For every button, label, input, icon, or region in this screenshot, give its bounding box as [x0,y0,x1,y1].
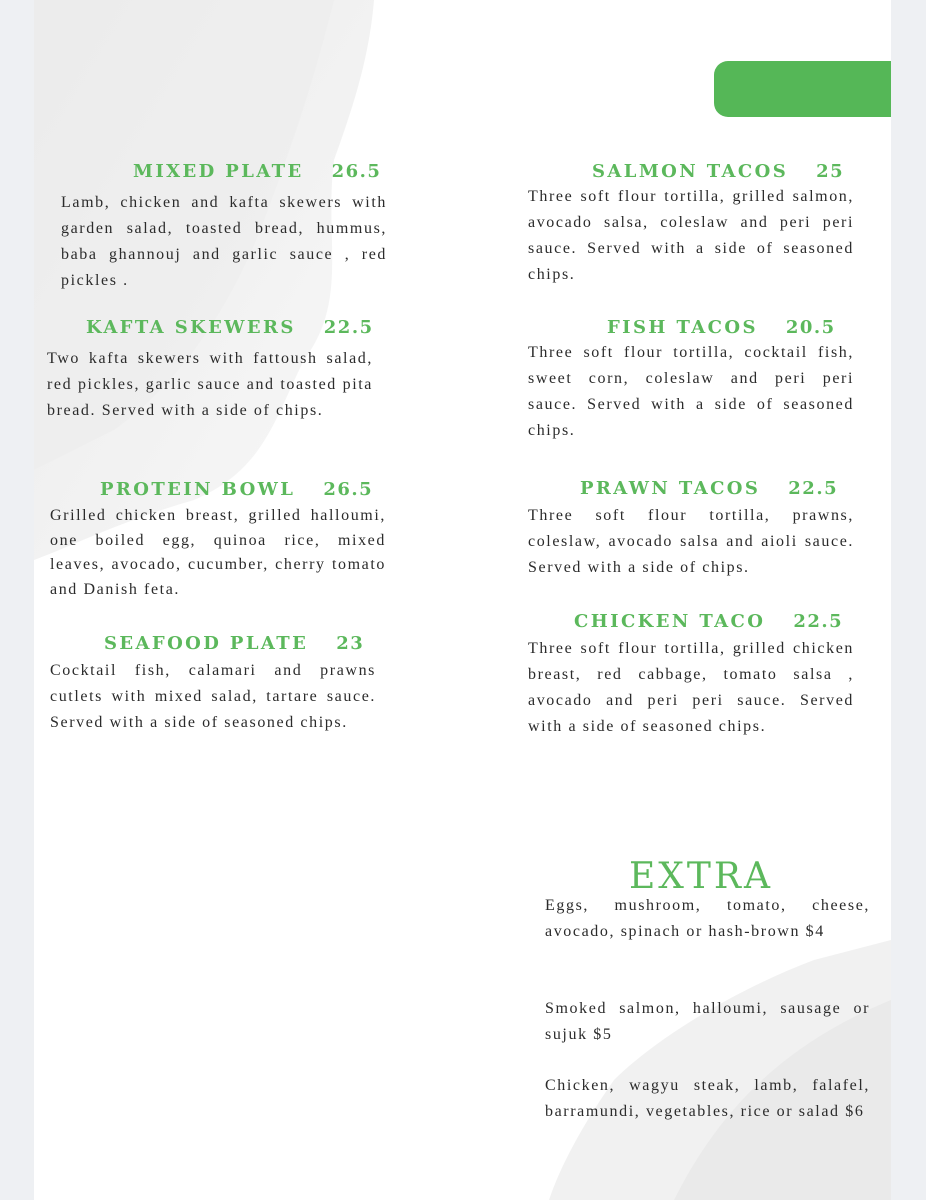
item-description: Three soft flour tortilla, prawns, coleslaw, avocado salsa and aioli sauce. Served with a side of chips. [528,507,854,576]
extra-line-chicken: Chicken, wagyu steak, lamb, falafel, barramundi, vegetables, rice or salad $6 [545,1077,870,1120]
menu-item-protein-bowl [50,478,386,602]
item-name: CHICKEN TACO [574,611,766,632]
item-title [50,478,386,502]
item-price: 22.5 [323,317,374,338]
menu-item-fish-tacos [528,316,854,444]
menu-item-prawn-tacos [528,477,854,581]
item-description: Cocktail fish, calamari and prawns cutlets with mixed salad, tartare sauce. Served with a side of seasoned chips. [50,662,376,731]
item-title [528,160,854,184]
menu-item-kafta-skewers [47,316,373,424]
item-price: 26.5 [331,161,382,182]
item-price: 20.5 [785,317,836,338]
menu-item-mixed-plate [47,160,387,294]
item-description: Three soft flour tortilla, grilled salmon, avocado salsa, coleslaw and peri peri sauce. Served with a side of seasoned chips. [528,188,854,283]
item-description: Grilled chicken breast, grilled halloumi, one boiled egg, quinoa rice, mixed leaves, avocado, cucumber, cherry tomato and Danish feta. [50,507,386,598]
menu-page [34,0,891,1200]
item-title [528,477,854,501]
item-title [50,632,376,656]
item-description: Three soft flour tortilla, grilled chicken breast, red cabbage, tomato salsa , avocado and peri peri sauce. Served with a side of seasoned chips. [528,640,854,735]
item-title [528,316,854,340]
item-name: PROTEIN BOWL [100,479,296,500]
item-price: 22.5 [793,611,844,632]
extra-line-salmon: Smoked salmon, halloumi, sausage or sujuk $5 [545,1000,870,1043]
item-description: Two kafta skewers with fattoush salad, red pickles, garlic sauce and toasted pita bread. Served with a side of chips. [47,350,373,419]
item-price: 23 [336,633,365,654]
item-title [47,316,373,340]
item-name: SEAFOOD PLATE [104,633,309,654]
green-tab [714,61,891,117]
menu-item-chicken-taco [528,610,854,740]
item-name: MIXED PLATE [133,161,304,182]
item-name: KAFTA SKEWERS [86,317,296,338]
extra-heading: EXTRA [629,856,774,897]
extra-line-eggs: Eggs, mushroom, tomato, cheese, avocado, spinach or hash-brown $4 [545,897,870,940]
item-description: Lamb, chicken and kafta skewers with garden salad, toasted bread, hummus, baba ghannouj and garlic sauce , red pickles . [61,194,387,289]
item-title [47,160,387,184]
menu-item-salmon-tacos [528,160,854,288]
menu-item-seafood-plate [50,632,376,736]
item-description: Three soft flour tortilla, cocktail fish, sweet corn, coleslaw and peri peri sauce. Served with a side of seasoned chips. [528,344,854,439]
item-price: 26.5 [323,479,374,500]
item-name: FISH TACOS [607,317,758,338]
item-name: SALMON TACOS [592,161,789,182]
item-price: 22.5 [788,478,839,499]
item-title [528,610,854,634]
item-name: PRAWN TACOS [580,478,761,499]
item-price: 25 [816,161,845,182]
